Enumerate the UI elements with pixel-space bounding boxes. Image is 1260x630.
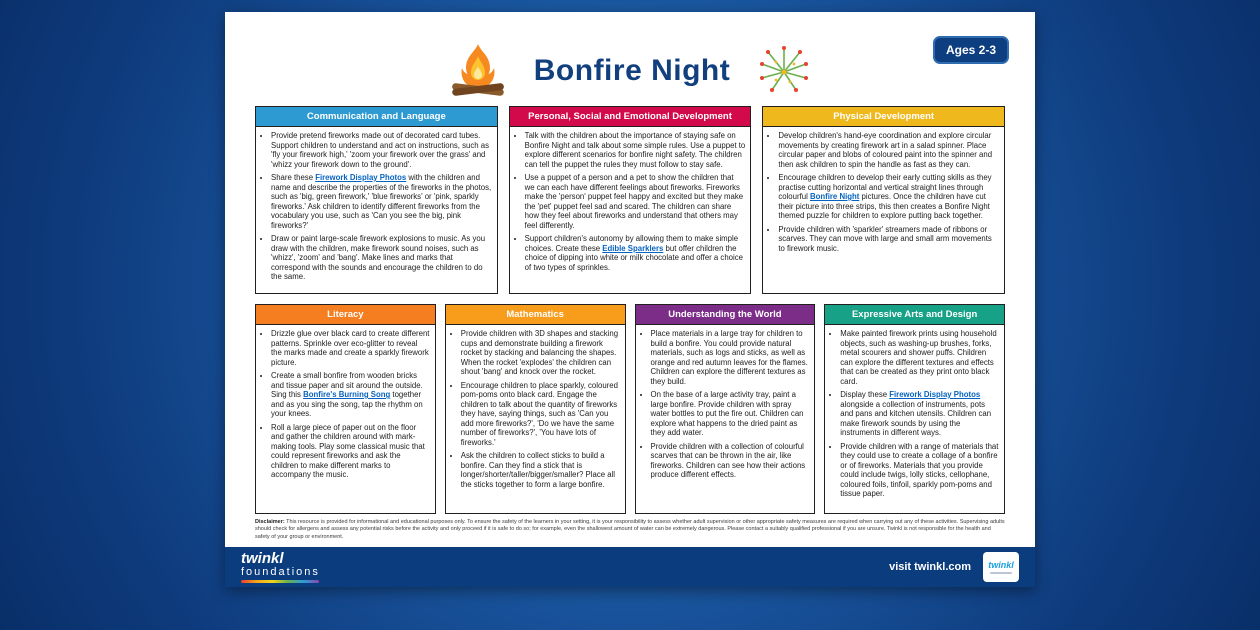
section-communication-and-language [255, 106, 498, 294]
section-title: Mathematics [446, 305, 625, 325]
activity-bullet: • Provide children with a collection of colourful scarves that can be thrown in the air, like fireworks. Children can see how their actions produce different effects. [651, 442, 810, 480]
section-physical-development [762, 106, 1005, 294]
section-personal-social-and-emotional-development [509, 106, 752, 294]
disclaimer [255, 519, 1005, 541]
activity-list [825, 329, 1004, 503]
section-title: Communication and Language [256, 107, 497, 127]
activity-list [510, 131, 751, 276]
activity-bullet: • Make painted firework prints using household objects, such as washing-up brushes, forks, metal scourers and shower puffs. Children can explore the different textures and effects that can be created as they print onto black card. [840, 329, 999, 386]
foundations-wordmark: foundations [241, 566, 320, 578]
activity-list [636, 329, 815, 484]
section-title: Literacy [256, 305, 435, 325]
activity-bullet: • Provide children with a range of materials that they could use to create a collage of a bonfire or of fireworks. Materials that you provide could include twigs, lolly sticks, cellophane, coloured foils, tinfoil, sparkly pom-poms and tissue paper. [840, 442, 999, 499]
twinkl-wordmark: twinkl [241, 550, 284, 567]
rainbow-bar-decoration [241, 580, 319, 583]
bonfire-illustration [448, 42, 508, 100]
ages-badge: Ages 2-3 [933, 36, 1009, 64]
activity-bullet: • Roll a large piece of paper out on the floor and gather the children around with mark-making tools. Play some classical music that could represent fireworks and ask the children to make different marks to accompany the music. [271, 423, 430, 480]
inline-link[interactable]: Firework Display Photos [889, 390, 981, 399]
activity-list [446, 329, 625, 493]
inline-link[interactable]: Firework Display Photos [315, 173, 407, 182]
section-expressive-arts-and-design [824, 304, 1005, 514]
activity-bullet: • Share these Firework Display Photos with the children and name and describe the properties of the fireworks in the photos, such as 'big, green firework,' 'blue fireworks' or 'pink, sparkly fireworks.' Ask children to identify different fireworks from the vocabulary you use, such as 'Can you see the big, pink fireworks?' [271, 173, 492, 230]
resource-card [225, 12, 1035, 587]
fireworks-illustration [756, 42, 812, 100]
section-title: Personal, Social and Emotional Development [510, 107, 751, 127]
activity-list [763, 131, 1004, 257]
activity-bullet: • Draw or paint large-scale firework explosions to music. As you draw with the children, make firework sound noises, such as 'whizz', 'zoom' and 'bang'. Make lines and marks that correspond with the sounds and encourage the children to do the same. [271, 234, 492, 282]
twinkl-badge [983, 552, 1019, 582]
footer-right [889, 552, 1019, 582]
activity-list [256, 329, 435, 484]
activity-bullet: • Provide children with 3D shapes and stacking cups and demonstrate building a firework rocket by stacking and balancing the shapes. When the rocket 'explodes' the children can shout 'bang' and knock over the rocket. [461, 329, 620, 377]
inline-link[interactable]: Edible Sparklers [602, 243, 664, 253]
activity-bullet: • Use a puppet of a person and a pet to show the children that we can each have different feelings about fireworks. Fireworks make the 'person' puppet feel happy and excited but they make the 'pet' puppet feel sad and scared. The children can share how they feel about fireworks and understand that others may feel differently. [525, 173, 746, 230]
section-mathematics [445, 304, 626, 514]
development-areas-row-1 [255, 106, 1005, 294]
activity-bullet: • Develop children's hand-eye coordination and explore circular movements by creating firework art in a salad spinner. Place circular paper and blobs of coloured paint into the spinner and then ask children to spin the handle as fast as they can. [778, 131, 999, 169]
activity-bullet: • Ask the children to collect sticks to build a bonfire. Can they find a stick that is longer/shorter/taller/bigger/smaller? Place all the sticks together to form a large bonfire. [461, 451, 620, 489]
activity-bullet: • On the base of a large activity tray, paint a large bonfire. Provide children with spray water bottles to put the fire out. Children can explore what happens to the dried paint as they add water. [651, 390, 810, 438]
twinkl-foundations-logo [241, 551, 320, 583]
page-title: Bonfire Night [533, 54, 731, 87]
disclaimer-label: Disclaimer: [255, 519, 285, 525]
activity-bullet: • Provide pretend fireworks made out of decorated card tubes. Support children to understand and act on instructions, such as 'fly your firework high,' 'zoom your firework over the grass' and 'whizz your firework down to the ground'. [271, 131, 492, 169]
badge-decoration [990, 572, 1012, 574]
development-areas-row-2 [255, 304, 1005, 514]
inline-link[interactable]: Bonfire's Burning Song [303, 390, 391, 399]
footer-bar [225, 547, 1035, 587]
section-title: Physical Development [763, 107, 1004, 127]
activity-bullet: • Place materials in a large tray for children to build a bonfire. You could provide natural materials, such as logs and sticks, as well as orange and red autumn leaves for the flames. Children can explore the different textures as they build. [651, 329, 810, 386]
activity-bullet: • Talk with the children about the importance of staying safe on Bonfire Night and talk about some simple rules. Use a puppet to explore different scenarios for bonfire night safety. The children can tell the puppet the rules they must follow to stay safe. [525, 131, 746, 169]
activity-bullet: • Encourage children to develop their early cutting skills as they practise cutting horizontal and vertical straight lines through colourful Bonfire Night pictures. Once the children have cut their picture into three strips, this then creates a Bonfire Night themed puzzle for children to explore putting back together. [778, 173, 999, 221]
section-title: Understanding the World [636, 305, 815, 325]
inline-link[interactable]: Bonfire Night [809, 192, 860, 201]
activity-bullet: • Create a small bonfire from wooden bricks and tissue paper and sit around the outside. Sing this Bonfire's Burning Song together and as you sing the song, tap the rhythm on your knees. [271, 371, 430, 419]
activity-bullet: • Drizzle glue over black card to create different patterns. Sprinkle over eco-glitter to reveal the marks made and create a sparkly firework picture. [271, 329, 430, 367]
activity-list [256, 131, 497, 286]
activity-bullet: • Provide children with 'sparkler' streamers made of ribbons or scarves. They can move with large and small arm movements to firework music. [778, 225, 999, 254]
section-understanding-the-world [635, 304, 816, 514]
section-title: Expressive Arts and Design [825, 305, 1004, 325]
section-literacy [255, 304, 436, 514]
activity-bullet: • Display these Firework Display Photos alongside a collection of instruments, pots and pans and kitchen utensils. Children can make firework sounds by using the instruments in different ways. [840, 390, 999, 438]
twinkl-badge-wordmark: twinkl [988, 559, 1014, 570]
visit-twinkl-link[interactable]: visit twinkl.com [889, 561, 971, 573]
header [225, 38, 1035, 104]
activity-bullet: • Encourage children to place sparkly, coloured pom-poms onto black card. Engage the children to talk about the quantity of fireworks they have, saying things, such as 'Can you add more fireworks?', 'Do we have the same number of fireworks?', 'You have lots of fireworks.' [461, 381, 620, 448]
disclaimer-text: This resource is provided for informational and educational purposes only. To ensure the safety of the learners in your setting, it is your responsibility to assess whether adult supervision or other appropriate safety measures are required when carrying out any of these activities. Supervising adults should check for allergens and assess any potential risks before the activity and only proceed if it is safe to do so; for example, even the shallowest amount of water can be extremely dangerous. Please contact a suitably qualified professional if you are unsure. Twinkl is not responsible for the health and safety of your group or environment. [255, 519, 1005, 540]
activity-bullet: • Support children's autonomy by allowing them to make simple choices. Create these Edible Sparklers but offer children the choice of dipping into white or milk chocolate and offer a choice of two types of sprinkles. [525, 234, 746, 272]
